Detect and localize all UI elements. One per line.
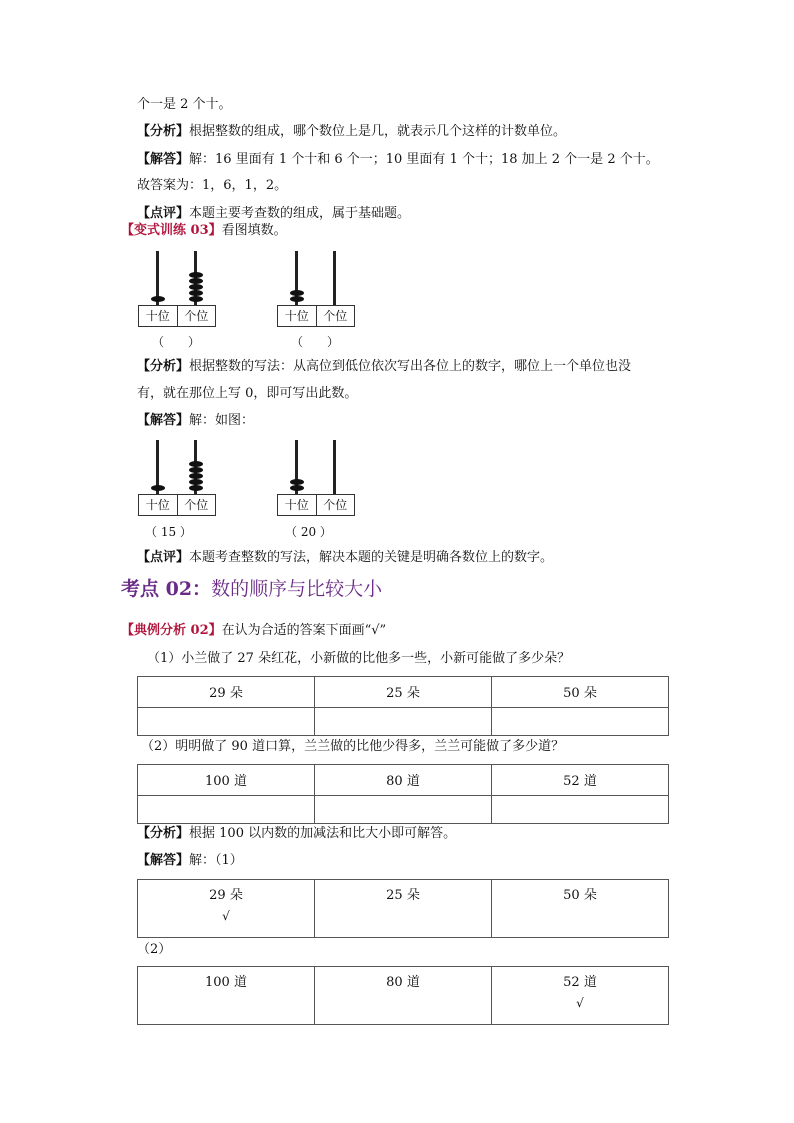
- check-mark: √: [576, 996, 584, 1010]
- option-label: 100 道: [205, 975, 247, 990]
- option-cell: 29 朵: [138, 677, 315, 708]
- answer-cell: [138, 880, 315, 938]
- variant-heading: [121, 222, 287, 240]
- tens-label: 十位: [139, 495, 178, 515]
- option-cell: 52 道: [492, 765, 669, 796]
- answer-tag: 【解答】: [137, 853, 190, 868]
- example-heading: [121, 622, 386, 640]
- blank-answer-b: （ ）: [291, 335, 340, 349]
- comment-tag: 【点评】: [137, 550, 190, 565]
- bead: [189, 461, 203, 467]
- variant-answer: [137, 412, 254, 430]
- answer-table-q2: [137, 966, 669, 1025]
- comment-tag: 【点评】: [137, 206, 190, 221]
- mark-cell[interactable]: [138, 796, 315, 824]
- answer-table-q1: [137, 879, 669, 938]
- answer-cell: [492, 880, 669, 938]
- answer-text: 解：16 里面有 1 个十和 6 个一；10 里面有 1 个十；18 加上 2 个一是 2 个十。: [189, 152, 659, 167]
- ones-label: 个位: [323, 309, 348, 323]
- comment-text: 本题主要考查数的组成，属于基础题。: [189, 206, 411, 221]
- answer-cell: [138, 967, 315, 1025]
- option-label: 52 道: [563, 975, 597, 990]
- option-cell: 100 道: [138, 765, 315, 796]
- question-2: （2）明明做了 90 道口算，兰兰做的比他少得多，兰兰可能做了多少道？: [141, 739, 565, 754]
- place-value-labels: [277, 305, 355, 327]
- q2-label: （2）: [137, 942, 172, 957]
- tens-label: 十位: [139, 306, 178, 326]
- bead: [189, 284, 203, 290]
- answer-text: 解：（1）: [189, 853, 243, 868]
- section-kp: 考点 02：: [121, 578, 212, 600]
- bead: [189, 278, 203, 284]
- analysis-tag: 【分析】: [137, 826, 190, 841]
- place-value-labels: [138, 494, 216, 516]
- analysis-text: 根据 100 以内数的加减法和比大小即可解答。: [189, 826, 457, 841]
- bead: [189, 290, 203, 296]
- mark-cell[interactable]: [492, 796, 669, 824]
- variant-tag: 【变式训练 03】: [121, 223, 222, 238]
- bead: [189, 296, 203, 302]
- example-analysis: [137, 825, 456, 843]
- answer-cell: [315, 880, 492, 938]
- ones-rod: [333, 251, 336, 305]
- answer-final: 故答案为：1，6，1，2。: [137, 178, 288, 193]
- bead: [151, 296, 165, 302]
- blank-answer-a: （ ）: [152, 335, 201, 349]
- tens-label: 十位: [278, 495, 317, 515]
- mark-cell[interactable]: [138, 708, 315, 736]
- bead: [189, 473, 203, 479]
- tens-label: 十位: [278, 306, 317, 326]
- analysis-text: 根据整数的写法：从高位到低位依次写出各位上的数字，哪位上一个单位也没: [189, 359, 632, 374]
- analysis-tag: 【分析】: [137, 124, 190, 139]
- example-prompt: 在认为合适的答案下面画“√”: [221, 623, 387, 638]
- answer-cell: [492, 967, 669, 1025]
- mark-cell[interactable]: [315, 796, 492, 824]
- option-label: 80 道: [386, 975, 420, 990]
- abacus-answer-b: [277, 440, 357, 518]
- bead: [189, 479, 203, 485]
- bead: [290, 296, 304, 302]
- text-line: 个一是 2 个十。: [137, 97, 232, 112]
- analysis-paragraph: [137, 123, 566, 141]
- ones-label: 个位: [184, 498, 209, 512]
- comment-paragraph: [137, 205, 410, 223]
- option-cell: 50 朵: [492, 677, 669, 708]
- abacus-question-b: [277, 251, 357, 329]
- ones-label: 个位: [323, 498, 348, 512]
- place-value-labels: [138, 305, 216, 327]
- answer-value-b: （ 20 ）: [285, 525, 332, 539]
- bead: [189, 272, 203, 278]
- section-title: 数的顺序与比较大小: [211, 578, 383, 600]
- option-cell: 25 朵: [315, 677, 492, 708]
- question-1: （1）小兰做了 27 朵红花，小新做的比他多一些，小新可能做了多少朵？: [147, 651, 571, 666]
- bead: [189, 467, 203, 473]
- ones-label: 个位: [184, 309, 209, 323]
- abacus-answer-a: [138, 440, 218, 518]
- section-heading: [121, 574, 382, 601]
- bead: [290, 290, 304, 296]
- options-table-q1: [137, 676, 669, 736]
- mark-cell[interactable]: [492, 708, 669, 736]
- bead: [290, 479, 304, 485]
- bead: [189, 485, 203, 491]
- answer-cell: [315, 967, 492, 1025]
- option-label: 25 朵: [386, 888, 420, 903]
- option-label: 50 朵: [563, 888, 597, 903]
- option-label: 29 朵: [209, 888, 243, 903]
- analysis-text: 根据整数的组成，哪个数位上是几，就表示几个这样的计数单位。: [189, 124, 567, 139]
- example-answer: [137, 852, 243, 870]
- variant-comment: [137, 549, 553, 567]
- check-mark: √: [222, 909, 230, 923]
- variant-analysis-cont: 有，就在那位上写 0，即可写出此数。: [137, 386, 358, 401]
- answer-value-a: （ 15 ）: [145, 525, 192, 539]
- example-tag: 【典例分析 02】: [121, 623, 222, 638]
- comment-text: 本题考查整数的写法，解决本题的关键是明确各数位上的数字。: [189, 550, 554, 565]
- options-table-q2: [137, 764, 669, 824]
- answer-paragraph: [137, 151, 659, 169]
- analysis-tag: 【分析】: [137, 359, 190, 374]
- variant-analysis: [137, 358, 631, 376]
- bead: [290, 485, 304, 491]
- option-cell: 80 道: [315, 765, 492, 796]
- answer-text: 解：如图：: [189, 413, 255, 428]
- variant-prompt: 看图填数。: [221, 223, 287, 238]
- answer-tag: 【解答】: [137, 413, 190, 428]
- place-value-labels: [277, 494, 355, 516]
- bead: [151, 485, 165, 491]
- abacus-question-a: [138, 251, 218, 329]
- ones-rod: [333, 440, 336, 494]
- answer-tag: 【解答】: [137, 152, 190, 167]
- mark-cell[interactable]: [315, 708, 492, 736]
